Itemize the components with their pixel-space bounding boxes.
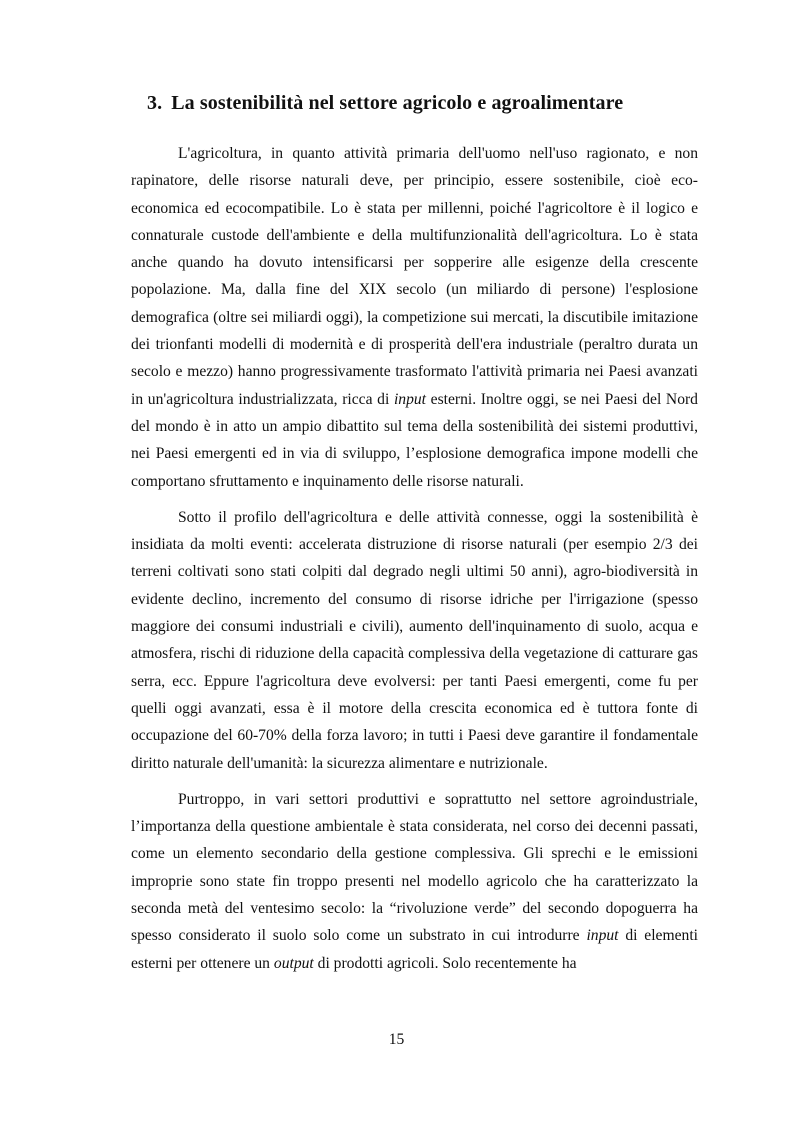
paragraph-3-text-a: Purtroppo, in vari settori produttivi e soprattutto nel settore agroindustriale, l’importanza della questione ambientale è stata considerata, nel corso dei decenni passati, come un elemento secondario della gestione complessiva. Gli sprechi e le emissioni improprie sono state fin troppo presenti nel modello agricolo che ha caratterizzato la seconda metà del ventesimo secolo: la “rivoluzione verde” del secondo dopoguerra ha spesso considerato il suolo solo come un substrato in cui introdurre <box>131 790 698 945</box>
paragraph-3-italic-1: input <box>586 927 619 945</box>
section-title: La sostenibilità nel settore agricolo e agroalimentare <box>171 92 624 114</box>
section-number: 3. <box>147 92 163 114</box>
paragraph-3 <box>131 786 698 977</box>
paragraph-3-text-c: di prodotti agricoli. Solo recentemente ha <box>313 954 577 972</box>
paragraph-3-text-b: di elementi esterni per ottenere un <box>131 927 698 972</box>
paragraph-3-italic-2: output <box>273 954 314 972</box>
paragraph-2: Sotto il profilo dell'agricoltura e delle attività connesse, oggi la sostenibilità è insidiata da molti eventi: accelerata distruzione di risorse naturali (per esempio 2/3 dei terreni coltivati sono stati colpiti dal degrado negli ultimi 50 anni), agro-biodiversità in evidente declino, incremento del consumo di risorse idriche per l'irrigazione (spesso maggiore dei consumi industriali e civili), aumento dell'inquinamento di suolo, acqua e atmosfera, rischi di riduzione della capacità complessiva della vegetazione di catturare gas serra, ecc. Eppure l'agricoltura deve evolversi: per tanti Paesi emergenti, come fu per quelli oggi avanzati, essa è il motore della crescita economica ed è tuttora fonte di occupazione del 60-70% della forza lavoro; in tutti i Paesi deve garantire il fondamentale diritto naturale dell'umanità: la sicurezza alimentare e nutrizionale. <box>131 508 698 772</box>
paragraph-1 <box>131 140 698 495</box>
paragraph-1-text-b: esterni. Inoltre oggi, se nei Paesi del Nord del mondo è in atto un ampio dibattito sul tema della sostenibilità dei sistemi produttivi, nei Paesi emergenti ed in via di sviluppo, l’esplosione demografica impone modelli che comportano sfruttamento e inquinamento delle risorse naturali. <box>131 390 698 490</box>
paragraph-1-text-a: L'agricoltura, in quanto attività primaria dell'uomo nell'uso ragionato, e non rapinatore, delle risorse naturali deve, per principio, essere sostenibile, cioè eco-economica ed ecocompatibile. Lo è stata per millenni, poiché l'agricoltore è il logico e connaturale custode dell'ambiente e della multifunzionalità dell'agricoltura. Lo è stata anche quando ha dovuto intensificarsi per sopperire alle esigenze della crescente popolazione. Ma, dalla fine del XIX secolo (un miliardo di persone) l'esplosione demografica (oltre sei miliardi oggi), la competizione sui mercati, la discutibile imitazione dei trionfanti modelli di modernità e di prosperità dell'era industriale (peraltro durata un secolo e mezzo) hanno progressivamente trasformato l'attività primaria nei Paesi avanzati in un'agricoltura industrializzata, ricca di <box>131 145 698 408</box>
page-number: 15 <box>388 1031 405 1048</box>
paragraph-1-italic: input <box>393 390 426 408</box>
section-heading <box>147 92 623 115</box>
body-text <box>131 140 698 986</box>
